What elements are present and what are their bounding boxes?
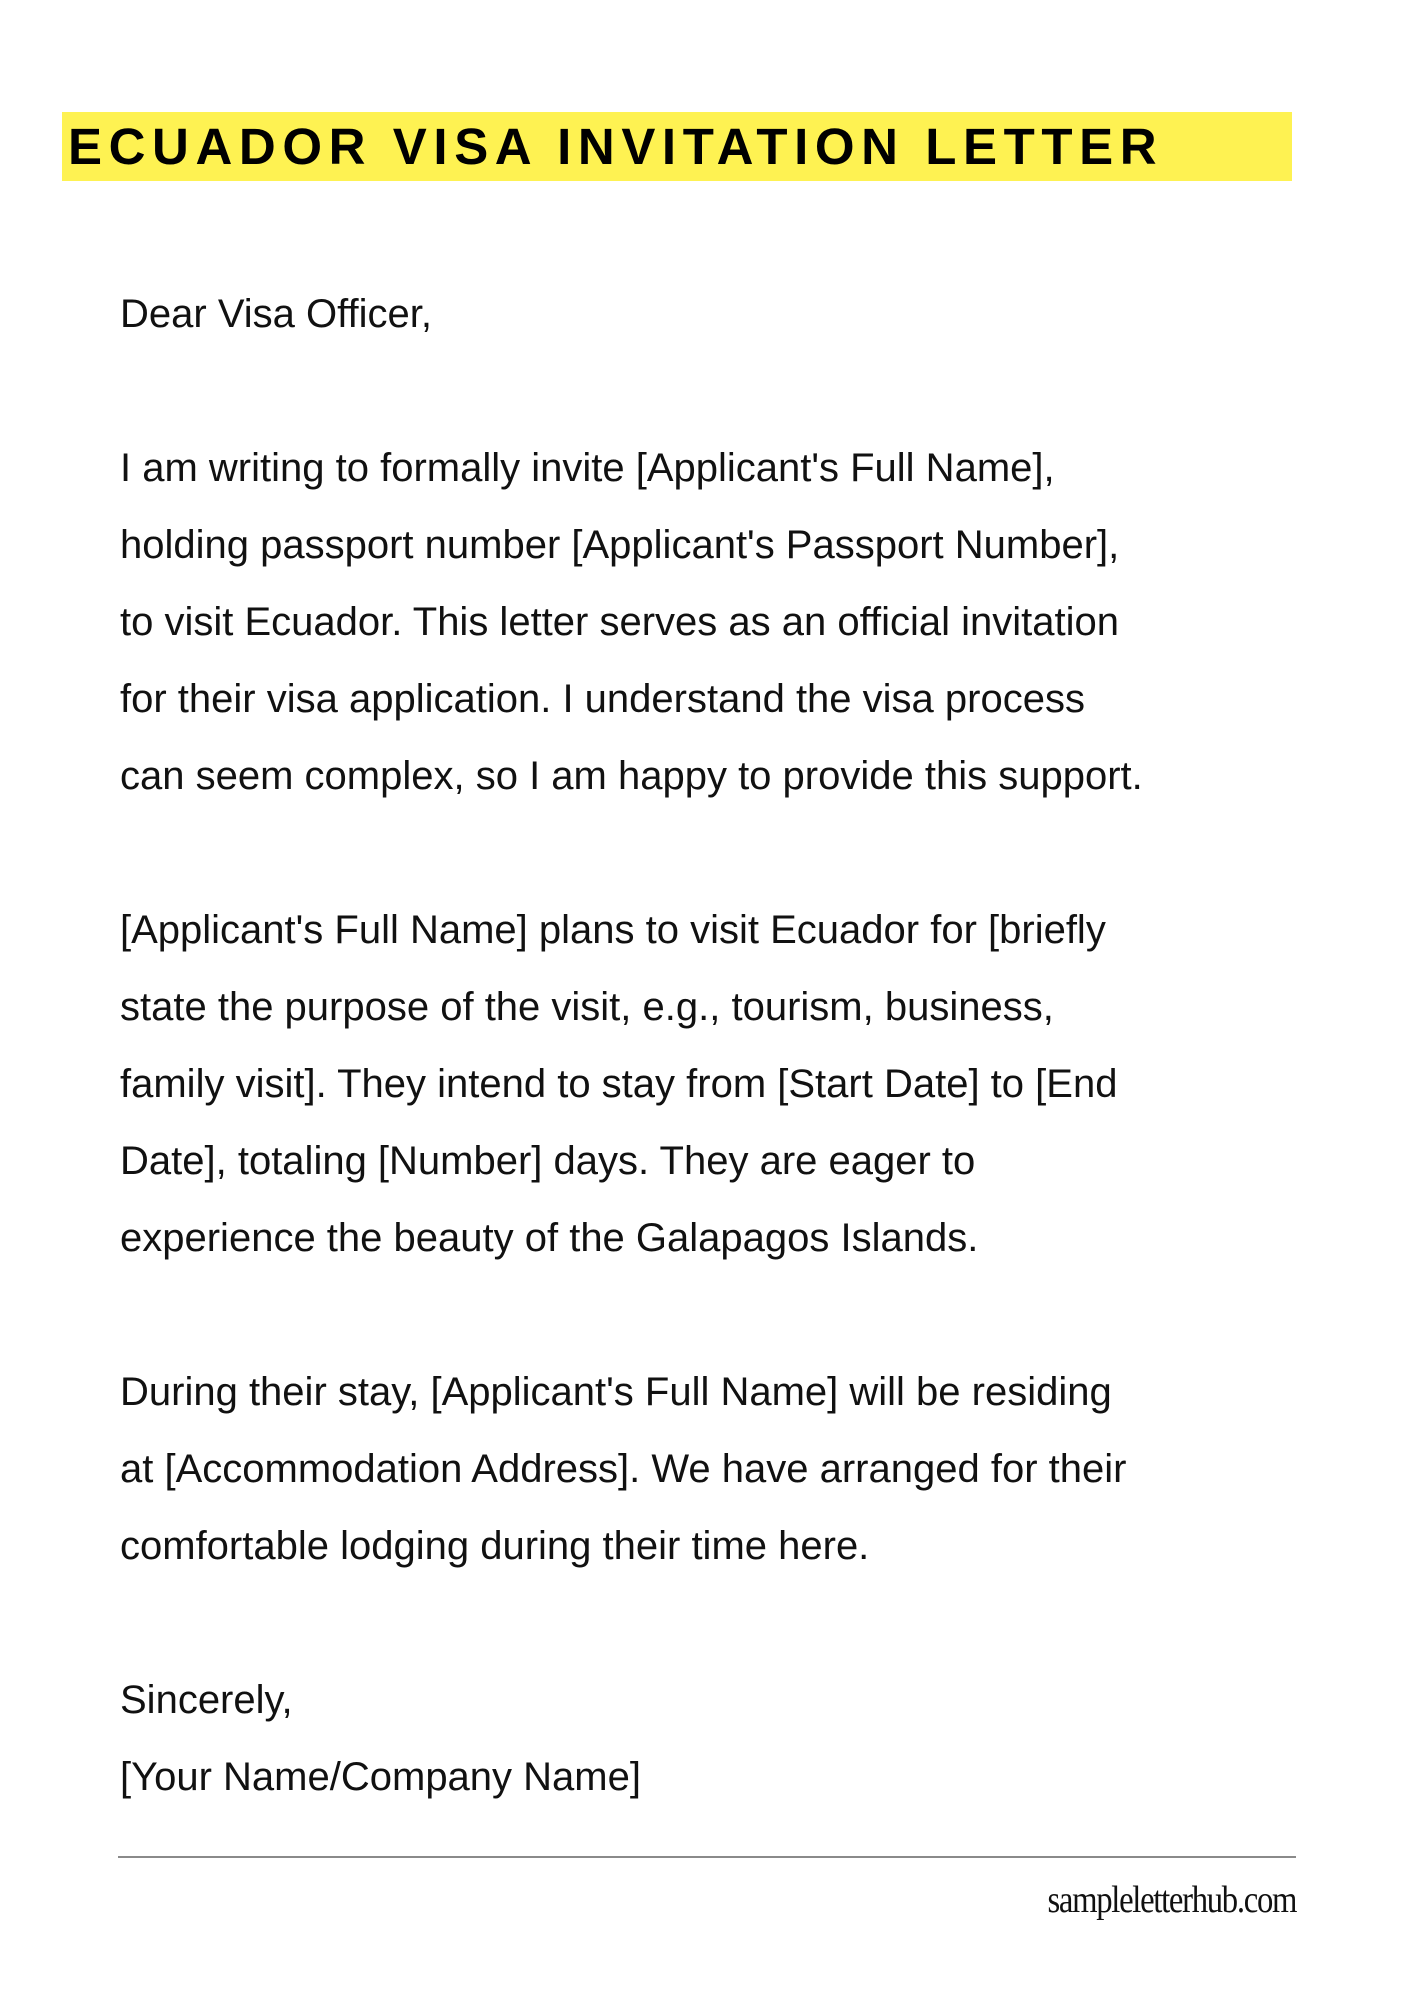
paragraph-line: I am writing to formally invite [Applicant's Full Name], [120, 446, 1055, 490]
paragraph-invitation [120, 430, 1370, 815]
paragraph-visit-purpose [120, 892, 1370, 1277]
paragraph-line: [Applicant's Full Name] plans to visit Ecuador for [briefly [120, 908, 1106, 952]
paragraph-accommodation [120, 1354, 1370, 1585]
paragraph-line: family visit]. They intend to stay from [Start Date] to [End [120, 1062, 1118, 1106]
signature-placeholder: [Your Name/Company Name] [120, 1755, 641, 1799]
letter-body [120, 276, 1370, 1816]
paragraph-line: Date], totaling [Number] days. They are eager to [120, 1139, 976, 1183]
letter-title: ECUADOR VISA INVITATION LETTER [68, 118, 1164, 175]
footer-site-name: sampleletterhub.com [1047, 1879, 1296, 1921]
closing-text: Sincerely, [120, 1678, 293, 1722]
paragraph-line: During their stay, [Applicant's Full Name] will be residing [120, 1370, 1112, 1414]
paragraph-line: can seem complex, so I am happy to provide this support. [120, 754, 1143, 798]
salutation [120, 276, 1370, 353]
paragraph-line: state the purpose of the visit, e.g., tourism, business, [120, 985, 1054, 1029]
title-highlight-band [62, 112, 1292, 181]
closing-block [120, 1662, 1370, 1816]
paragraph-line: at [Accommodation Address]. We have arranged for their [120, 1447, 1127, 1491]
footer-divider [118, 1856, 1296, 1858]
paragraph-line: to visit Ecuador. This letter serves as an official invitation [120, 600, 1120, 644]
paragraph-line: holding passport number [Applicant's Passport Number], [120, 523, 1120, 567]
paragraph-line: experience the beauty of the Galapagos Islands. [120, 1216, 979, 1260]
salutation-text: Dear Visa Officer, [120, 292, 432, 336]
paragraph-line: comfortable lodging during their time here. [120, 1524, 870, 1568]
paragraph-line: for their visa application. I understand the visa process [120, 677, 1085, 721]
